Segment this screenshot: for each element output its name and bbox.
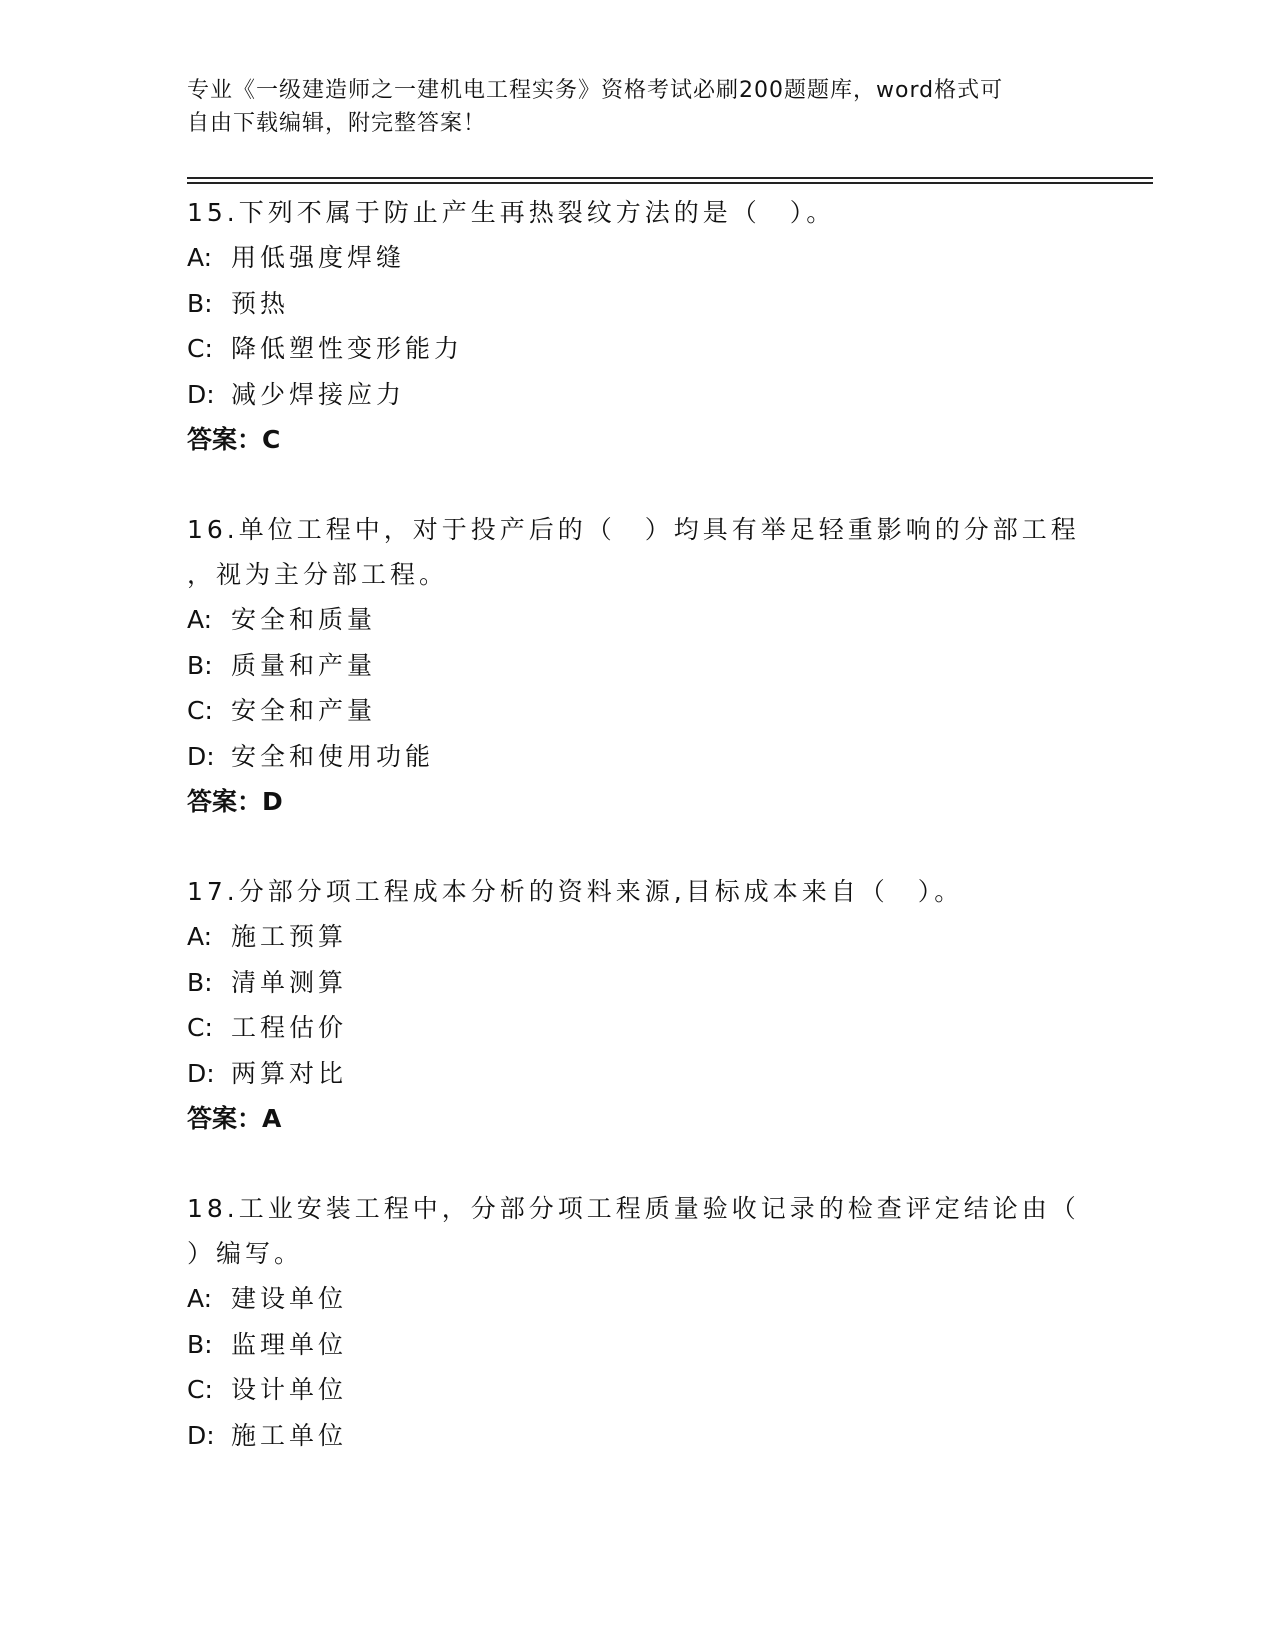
option-text: 安全和产量 <box>231 696 377 725</box>
option-d <box>187 372 1087 418</box>
option-text: 安全和质量 <box>231 605 377 634</box>
option-letter: A: <box>187 605 213 634</box>
option-c <box>187 326 1087 372</box>
option-letter: A: <box>187 1284 213 1313</box>
question-18 <box>187 1186 1087 1458</box>
question-text-line: 16.单位工程中，对于投产后的（ ）均具有举足轻重影响的分部工程 <box>187 515 1080 544</box>
option-text: 建设单位 <box>231 1284 348 1313</box>
header-line-1: 专业《一级建造师之一建机电工程实务》资格考试必刷200题题库，word格式可 <box>187 78 1004 103</box>
option-a <box>187 914 1087 960</box>
option-text: 施工单位 <box>231 1420 348 1450</box>
option-d <box>187 1413 1087 1459</box>
question-text <box>187 1186 1087 1276</box>
option-text: 清单测算 <box>231 967 348 997</box>
option-a <box>187 1276 1087 1322</box>
option-letter: D: <box>187 1058 215 1088</box>
option-text: 质量和产量 <box>231 650 377 680</box>
option-letter: D: <box>187 379 215 409</box>
option-d <box>187 1051 1087 1097</box>
option-letter: A: <box>187 922 213 951</box>
option-c <box>187 1005 1087 1051</box>
option-a <box>187 597 1087 643</box>
option-letter: B: <box>187 1329 213 1359</box>
option-letter: B: <box>187 650 213 680</box>
option-letter: C: <box>187 1375 213 1404</box>
question-text-line: 18.工业安装工程中，分部分项工程质量验收记录的检查评定结论由（ <box>187 1194 1080 1223</box>
question-list <box>187 190 1087 1503</box>
header-line-2: 自由下载编辑，附完整答案！ <box>187 111 487 136</box>
option-text: 工程估价 <box>231 1013 348 1042</box>
question-text <box>187 190 1087 235</box>
answer: 答案：C <box>187 425 281 454</box>
option-b <box>187 281 1087 327</box>
option-text: 设计单位 <box>231 1375 348 1404</box>
question-15 <box>187 190 1087 462</box>
option-text: 预热 <box>231 288 290 318</box>
question-text <box>187 869 1087 914</box>
option-text: 施工预算 <box>231 922 348 951</box>
question-text-line: 15.下列不属于防止产生再热裂纹方法的是（ ）。 <box>187 198 836 227</box>
question-text-line: 17.分部分项工程成本分析的资料来源,目标成本来自（ ）。 <box>187 877 964 906</box>
option-letter: C: <box>187 334 213 363</box>
option-letter: B: <box>187 967 213 997</box>
option-letter: C: <box>187 1013 213 1042</box>
option-text: 两算对比 <box>231 1058 348 1088</box>
option-text: 减少焊接应力 <box>231 379 406 409</box>
option-text: 降低塑性变形能力 <box>231 334 464 363</box>
question-17 <box>187 869 1087 1141</box>
option-d <box>187 734 1087 780</box>
option-b <box>187 643 1087 689</box>
answer: 答案：A <box>187 1104 282 1133</box>
question-text <box>187 507 1087 597</box>
header-divider-top <box>187 177 1153 179</box>
document-header <box>187 74 1067 140</box>
option-c <box>187 688 1087 734</box>
option-c <box>187 1367 1087 1413</box>
option-b <box>187 960 1087 1006</box>
option-letter: A: <box>187 243 213 272</box>
option-a <box>187 235 1087 281</box>
question-text-line: ，视为主分部工程。 <box>187 560 449 589</box>
question-16 <box>187 507 1087 824</box>
option-letter: B: <box>187 288 213 318</box>
header-divider-bottom <box>187 182 1153 184</box>
option-letter: D: <box>187 1420 215 1450</box>
option-text: 用低强度焊缝 <box>231 243 406 272</box>
question-text-line: ）编写。 <box>187 1239 304 1268</box>
option-letter: D: <box>187 741 215 771</box>
option-text: 监理单位 <box>231 1329 348 1359</box>
option-letter: C: <box>187 696 213 725</box>
option-text: 安全和使用功能 <box>231 741 435 771</box>
answer: 答案：D <box>187 787 283 816</box>
option-b <box>187 1322 1087 1368</box>
